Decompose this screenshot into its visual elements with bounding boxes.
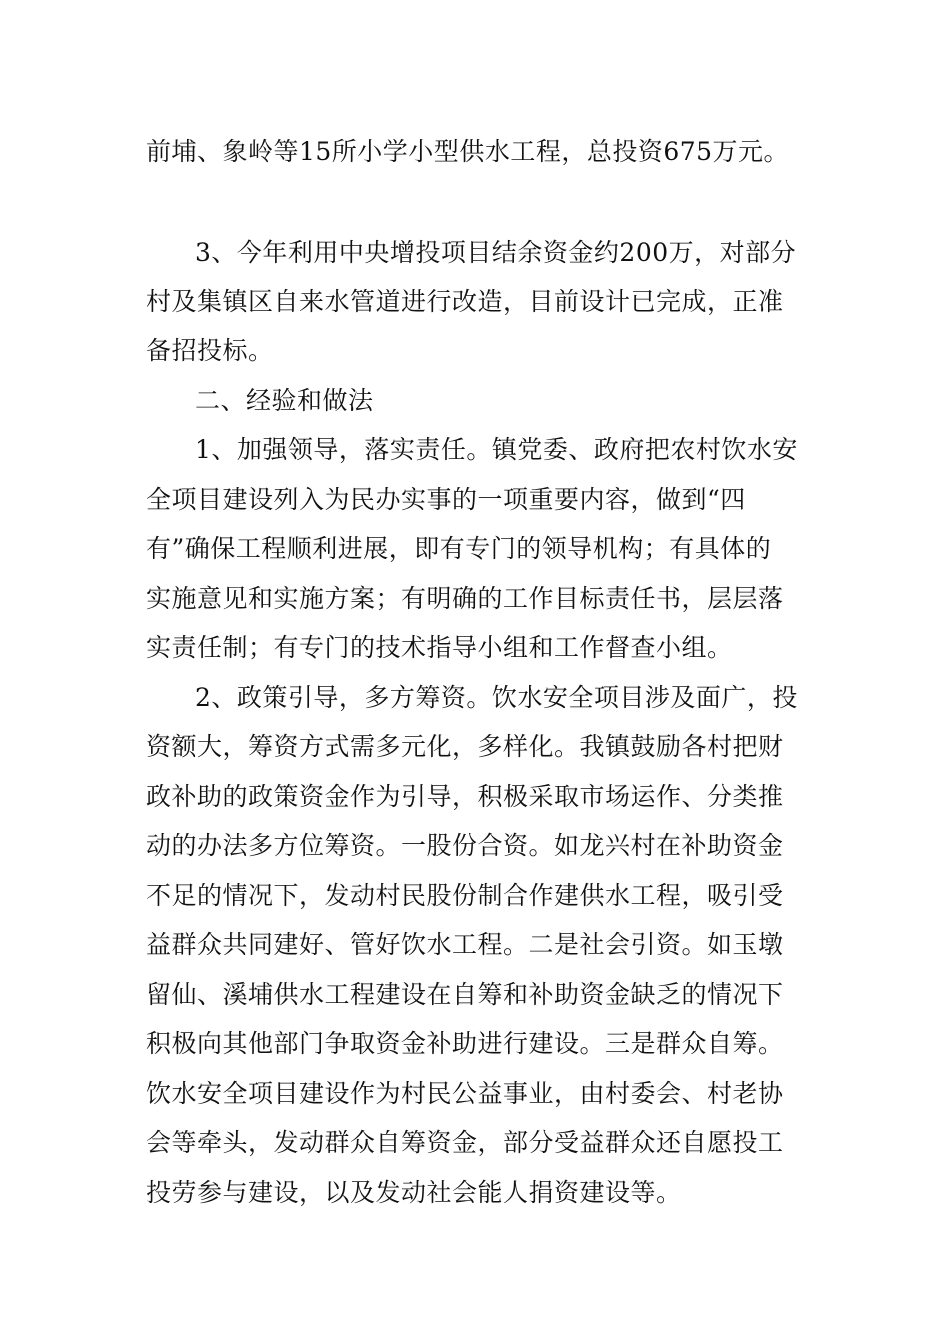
text-line: 有”确保工程顺利进展，即有专门的领导机构；有具体的 (146, 534, 772, 563)
text-line: 前埔、象岭等15所小学小型供水工程，总投资675万元。 (146, 137, 790, 166)
text-line: 实责任制；有专门的技术指导小组和工作督查小组。 (146, 633, 733, 662)
text-line: 村及集镇区自来水管道进行改造，目前设计已完成，正准 (146, 287, 784, 316)
text-line: 实施意见和实施方案；有明确的工作目标责任书，层层落 (146, 584, 784, 613)
text-line: 投劳参与建设，以及发动社会能人捐资建设等。 (146, 1178, 682, 1207)
text-line: 不足的情况下，发动村民股份制合作建供水工程，吸引受 (146, 881, 784, 910)
text-line: 政补助的政策资金作为引导，积极采取市场运作、分类推 (146, 782, 784, 811)
text-line: 饮水安全项目建设作为村民公益事业，由村委会、村老协 (146, 1079, 784, 1108)
text-line: 2、政策引导，多方筹资。饮水安全项目涉及面广，投 (195, 683, 798, 712)
text-line: 益群众共同建好、管好饮水工程。二是社会引资。如玉墩 (146, 930, 784, 959)
text-line: 3、今年利用中央增投项目结余资金约200万，对部分 (195, 238, 797, 267)
text-line: 留仙、溪埔供水工程建设在自筹和补助资金缺乏的情况下 (146, 980, 784, 1009)
text-line: 备招投标。 (146, 336, 274, 365)
section-heading: 二、经验和做法 (195, 386, 374, 415)
text-line: 全项目建设列入为民办实事的一项重要内容，做到“四 (146, 485, 746, 514)
text-line: 会等牵头，发动群众自筹资金，部分受益群众还自愿投工 (146, 1128, 784, 1157)
text-line: 积极向其他部门争取资金补助进行建设。三是群众自筹。 (146, 1029, 784, 1058)
text-line: 资额大，筹资方式需多元化，多样化。我镇鼓励各村把财 (146, 732, 784, 761)
text-line: 动的办法多方位筹资。一股份合资。如龙兴村在补助资金 (146, 831, 784, 860)
text-line: 1、加强领导，落实责任。镇党委、政府把农村饮水安 (195, 435, 798, 464)
